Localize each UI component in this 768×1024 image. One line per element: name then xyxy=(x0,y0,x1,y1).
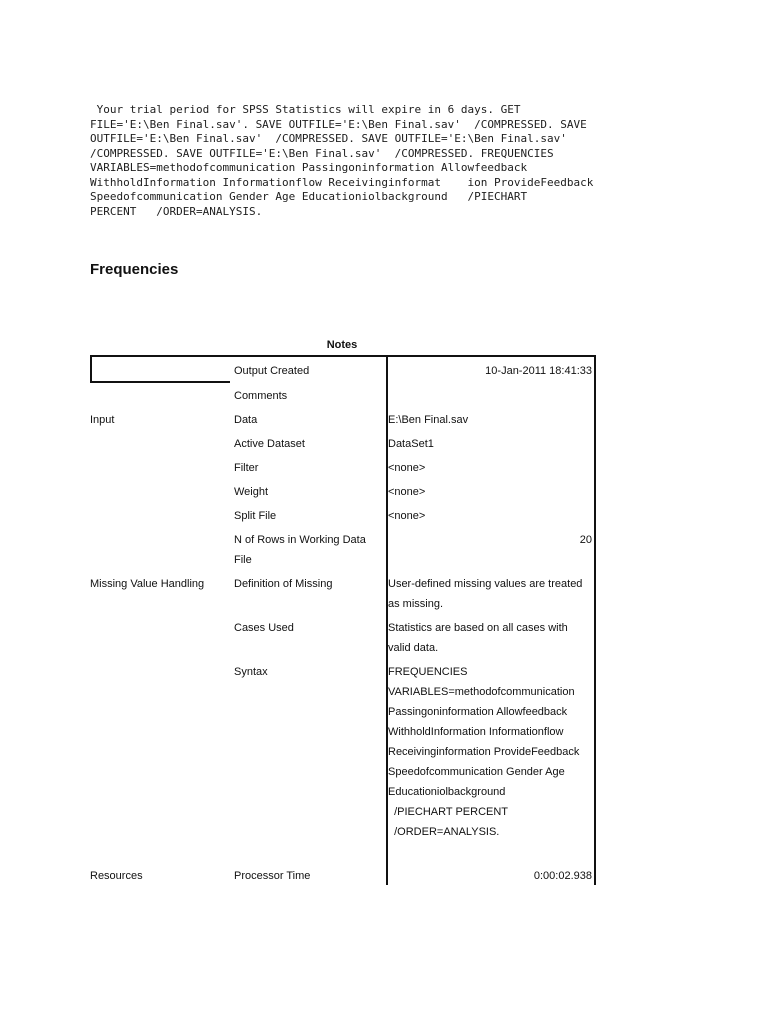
syntax-value-line: Speedofcommunication Gender Age xyxy=(388,766,565,778)
data-value: E:\Ben Final.sav xyxy=(388,414,469,426)
syntax-value-line: Educationiolbackground xyxy=(388,786,506,798)
syntax-value-line: Receivinginformation ProvideFeedback xyxy=(388,746,580,758)
cases-used-label: Cases Used xyxy=(234,622,294,634)
output-created-label: Output Created xyxy=(234,365,310,377)
notes-table-title: Notes xyxy=(326,339,358,351)
active-dataset-label: Active Dataset xyxy=(234,438,305,450)
syntax-line: FILE='E:\Ben Final.sav'. SAVE OUTFILE='E:\Ben Final.sav' /COMPRESSED. SAVE xyxy=(90,117,587,131)
cases-used-value-line1: Statistics are based on all cases with xyxy=(388,622,568,634)
comments-label: Comments xyxy=(234,390,288,402)
split-file-value: <none> xyxy=(388,510,426,522)
syntax-label: Syntax xyxy=(234,666,268,678)
definition-of-missing-value-line2: as missing. xyxy=(388,598,444,610)
syntax-line: OUTFILE='E:\Ben Final.sav' /COMPRESSED. SAVE OUTFILE='E:\Ben Final.sav' xyxy=(90,132,567,145)
syntax-line: VARIABLES=methodofcommunication Passingoninformation Allowfeedback xyxy=(90,161,528,174)
syntax-line: Speedofcommunication Gender Age Educationiolbackground /PIECHART xyxy=(90,190,528,203)
table-left-border xyxy=(90,355,92,383)
syntax-value-line: Passingoninformation Allowfeedback xyxy=(388,706,568,718)
input-group-label: Input xyxy=(90,414,115,426)
cases-used-value-line2: valid data. xyxy=(388,642,439,654)
syntax-value-line: /ORDER=ANALYSIS. xyxy=(388,826,500,838)
syntax-line: PERCENT /ORDER=ANALYSIS. xyxy=(90,204,263,218)
syntax-line: Your trial period for SPSS Statistics will expire in 6 days. GET xyxy=(90,103,521,116)
syntax-line: /COMPRESSED. SAVE OUTFILE='E:\Ben Final.sav' /COMPRESSED. FREQUENCIES xyxy=(90,146,554,160)
missing-group-label: Missing Value Handling xyxy=(90,578,205,590)
n-rows-label-line2: File xyxy=(234,554,252,566)
table-top-border xyxy=(90,355,596,357)
n-rows-label-line1: N of Rows in Working Data xyxy=(234,534,366,546)
syntax-value-line: /PIECHART PERCENT xyxy=(388,806,509,818)
table-header-divider xyxy=(90,381,230,383)
section-heading: Frequencies xyxy=(90,261,179,278)
processor-time-label: Processor Time xyxy=(234,870,311,882)
processor-time-value: 0:00:02.938 xyxy=(533,870,592,882)
filter-label: Filter xyxy=(234,462,259,474)
split-file-label: Split File xyxy=(234,510,277,522)
syntax-line: WithholdInformation Informationflow Receivinginformat ion ProvideFeedback xyxy=(90,175,594,189)
active-dataset-value: DataSet1 xyxy=(388,438,434,450)
data-label: Data xyxy=(234,414,258,426)
weight-value: <none> xyxy=(388,486,426,498)
notes-table xyxy=(90,355,596,885)
n-rows-value: 20 xyxy=(579,534,592,546)
definition-of-missing-value-line1: User-defined missing values are treated xyxy=(388,578,583,590)
syntax-value-line: WithholdInformation Informationflow xyxy=(388,726,564,738)
resources-group-label: Resources xyxy=(90,870,143,882)
syntax-log xyxy=(90,103,690,219)
weight-label: Weight xyxy=(234,486,269,498)
output-created-value: 10-Jan-2011 18:41:33 xyxy=(485,365,592,377)
syntax-value-line: VARIABLES=methodofcommunication xyxy=(388,686,575,698)
table-right-border xyxy=(594,355,596,885)
definition-of-missing-label: Definition of Missing xyxy=(234,578,333,590)
filter-value: <none> xyxy=(388,462,426,474)
syntax-value-line: FREQUENCIES xyxy=(388,666,468,678)
